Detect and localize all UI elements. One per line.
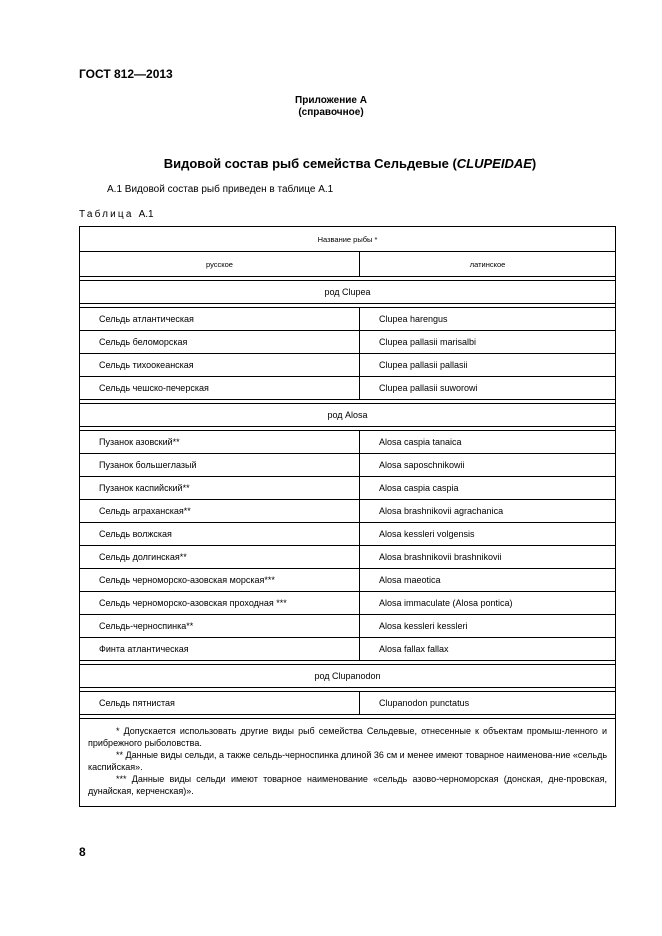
- table-row: [80, 569, 616, 592]
- notes-row: [80, 719, 616, 807]
- russian-name-cell: Сельдь черноморско-азовская проходная ***: [80, 592, 360, 615]
- russian-name-cell: Финта атлантическая: [80, 638, 360, 661]
- section-title-end: ): [531, 156, 537, 171]
- genus-row: [80, 404, 616, 427]
- latin-name-cell: Alosa immaculate (Alosa pontica): [360, 592, 616, 615]
- russian-name-cell: Пузанок азовский**: [80, 431, 360, 454]
- russian-name-cell: Сельдь черноморско-азовская морская***: [80, 569, 360, 592]
- genus-name: род Clupanodon: [80, 665, 616, 688]
- russian-name-cell: Сельдь чешско-печерская: [80, 377, 360, 400]
- appendix-title: Приложение А: [295, 95, 367, 106]
- russian-name-cell: Сельдь атлантическая: [80, 308, 360, 331]
- genus-name: род Alosa: [80, 404, 616, 427]
- table-row: [80, 546, 616, 569]
- appendix-subtitle: (справочное): [298, 107, 364, 118]
- table-row: [80, 638, 616, 661]
- latin-name-cell: Alosa brashnikovii agrachanica: [360, 500, 616, 523]
- table-row: [80, 377, 616, 400]
- footnote: ** Данные виды сельди, а также сельдь-черноспинка длиной 36 см и менее имеют товарное наименова-ние «сельдь каспийская».: [88, 750, 608, 772]
- russian-name-cell: Сельдь долгинская**: [80, 546, 360, 569]
- section-title: [0, 156, 662, 171]
- latin-name-cell: Clupanodon punctatus: [360, 692, 616, 715]
- russian-name-cell: Пузанок каспийский**: [80, 477, 360, 500]
- table-caption: [79, 209, 154, 220]
- table-row: [80, 592, 616, 615]
- table-row: [80, 331, 616, 354]
- russian-name-cell: Сельдь беломорская: [80, 331, 360, 354]
- table-row: [80, 692, 616, 715]
- column-header-latin: латинское: [360, 252, 616, 277]
- section-title-latin: CLUPEIDAE: [456, 156, 532, 171]
- latin-name-cell: Alosa caspia caspia: [360, 477, 616, 500]
- table-row: [80, 523, 616, 546]
- fish-species-table: [79, 226, 616, 807]
- table-row: [80, 615, 616, 638]
- latin-name-cell: Clupea pallasii suworowi: [360, 377, 616, 400]
- russian-name-cell: Сельдь аграханская**: [80, 500, 360, 523]
- footnote: *** Данные виды сельди имеют товарное наименование «сельдь азово-черноморская (донская, дне-провская, дунайская, керченская)».: [88, 774, 608, 796]
- table-row: [80, 308, 616, 331]
- table-header-main: Название рыбы *: [80, 227, 616, 252]
- document-code: ГОСТ 812—2013: [79, 67, 173, 81]
- latin-name-cell: Alosa kessleri volgensis: [360, 523, 616, 546]
- column-header-russian: русское: [80, 252, 360, 277]
- latin-name-cell: Clupea pallasii marisalbi: [360, 331, 616, 354]
- section-title-main: Видовой состав рыб семейства Сельдевые (: [163, 156, 457, 171]
- russian-name-cell: Сельдь тихоокеанская: [80, 354, 360, 377]
- table-row: [80, 500, 616, 523]
- russian-name-cell: Сельдь пятнистая: [80, 692, 360, 715]
- genus-name: род Clupea: [80, 281, 616, 304]
- russian-name-cell: Сельдь-черноспинка**: [80, 615, 360, 638]
- latin-name-cell: Alosa fallax fallax: [360, 638, 616, 661]
- table-row: [80, 431, 616, 454]
- latin-name-cell: Alosa maeotica: [360, 569, 616, 592]
- table-row: [80, 454, 616, 477]
- latin-name-cell: Clupea pallasii pallasii: [360, 354, 616, 377]
- table-row: [80, 477, 616, 500]
- genus-row: [80, 665, 616, 688]
- latin-name-cell: Alosa saposchnikowii: [360, 454, 616, 477]
- intro-text: А.1 Видовой состав рыб приведен в таблице А.1: [107, 184, 334, 195]
- table-row: [80, 354, 616, 377]
- genus-row: [80, 281, 616, 304]
- latin-name-cell: Alosa kessleri kessleri: [360, 615, 616, 638]
- russian-name-cell: Пузанок большеглазый: [80, 454, 360, 477]
- footnote: * Допускается использовать другие виды рыб семейства Сельдевые, отнесенные к объектам промыш-ленного и прибрежного рыболовства.: [88, 726, 608, 748]
- table-caption-number: А.1: [138, 209, 154, 220]
- latin-name-cell: Clupea harengus: [360, 308, 616, 331]
- table-caption-word: Таблица: [79, 209, 134, 220]
- russian-name-cell: Сельдь волжская: [80, 523, 360, 546]
- table-notes: [80, 719, 616, 807]
- page-number: 8: [79, 845, 86, 859]
- latin-name-cell: Alosa brashnikovii brashnikovii: [360, 546, 616, 569]
- latin-name-cell: Alosa caspia tanaica: [360, 431, 616, 454]
